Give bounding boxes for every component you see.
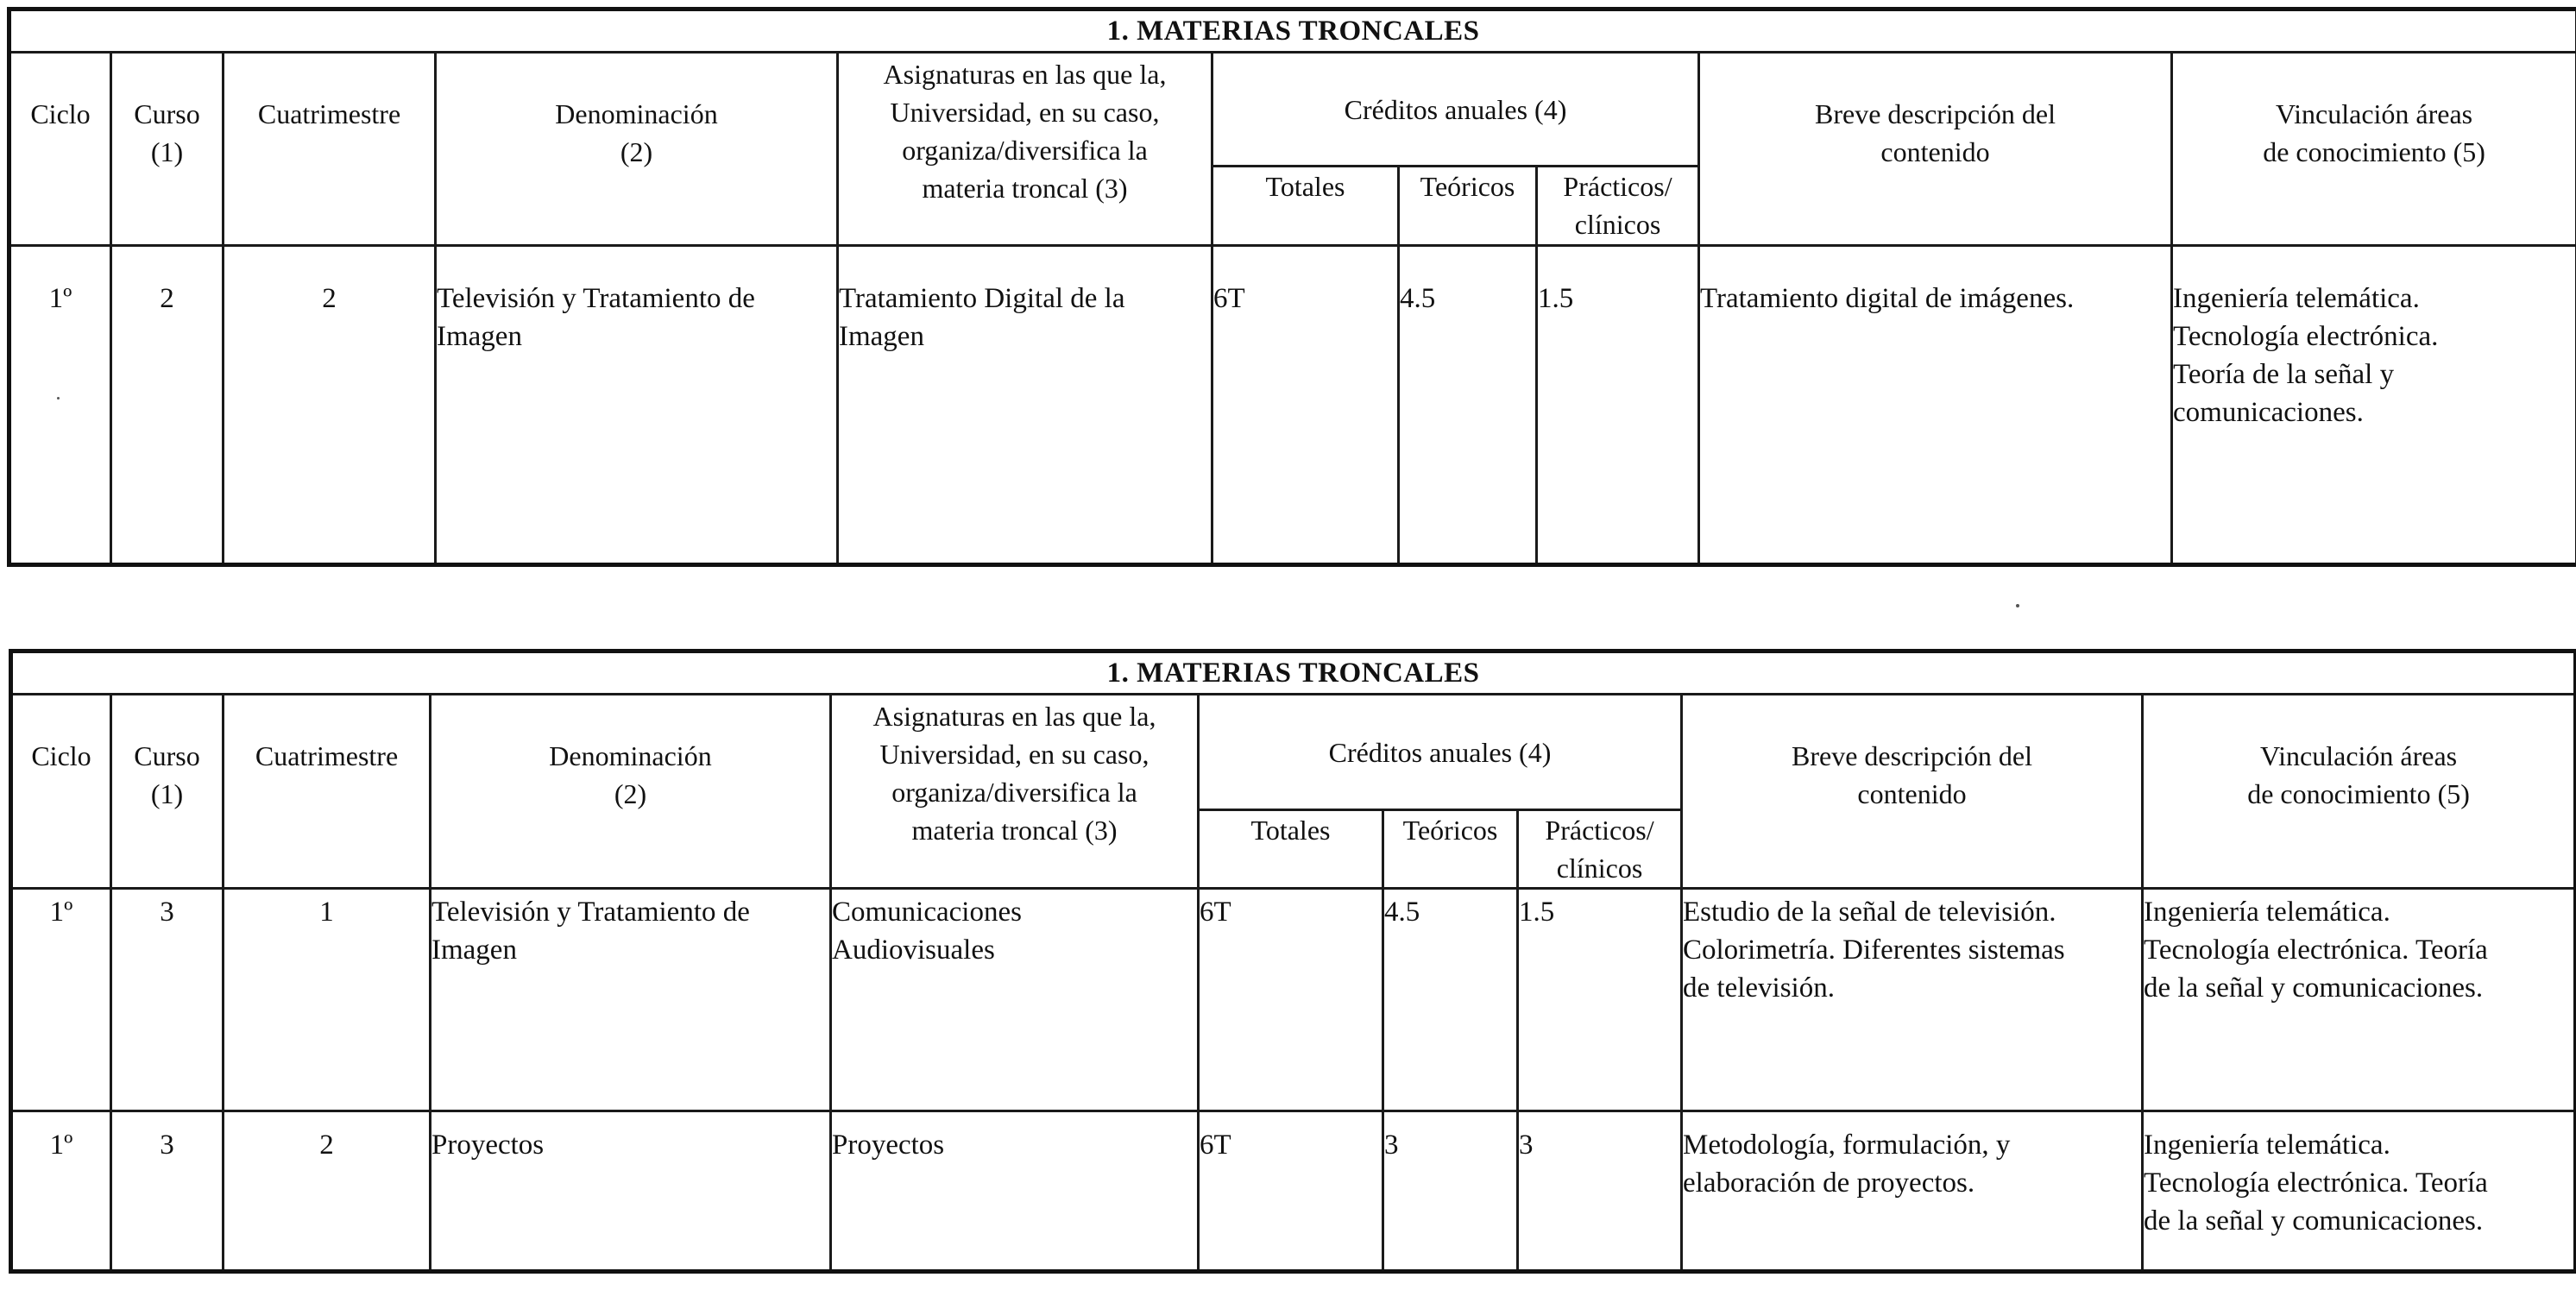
header-curso: Curso (1) [111, 53, 224, 246]
cell-vinculacion: Ingeniería telemática. Tecnología electrónica. Teoría de la señal y comunicaciones. [2143, 889, 2576, 1111]
header-teoricos: Teóricos [1399, 167, 1537, 246]
table-title: 1. MATERIAS TRONCALES [11, 651, 2576, 695]
cell-teoricos: 4.5 [1383, 889, 1518, 1111]
cell-practicos: 3 [1518, 1111, 1682, 1272]
header-ciclo: Ciclo [9, 53, 111, 246]
cell-totales: 6T [1199, 1111, 1383, 1272]
header-asignaturas: Asignaturas en las que la, Universidad, en su caso, organiza/diversifica la materia troncal (3) [831, 695, 1199, 889]
header-teoricos: Teóricos [1383, 810, 1518, 889]
cell-practicos: 1.5 [1537, 246, 1699, 565]
scan-speck [2016, 604, 2019, 607]
materias-troncales-table-2 [9, 649, 2576, 1274]
cell-descripcion: Tratamiento digital de imágenes. [1699, 246, 2172, 565]
cell-asignaturas: Proyectos [831, 1111, 1199, 1272]
cell-totales: 6T [1212, 246, 1399, 565]
cell-curso: 3 [111, 1111, 224, 1272]
header-practicos: Prácticos/ clínicos [1537, 167, 1699, 246]
header-asignaturas: Asignaturas en las que la, Universidad, en su caso, organiza/diversifica la materia troncal (3) [838, 53, 1212, 246]
cell-cuatrimestre: 1 [224, 889, 431, 1111]
cell-totales: 6T [1199, 889, 1383, 1111]
table-row [9, 246, 2576, 565]
cell-descripcion: Estudio de la señal de televisión. Colorimetría. Diferentes sistemas de televisión. [1682, 889, 2143, 1111]
header-totales: Totales [1212, 167, 1399, 246]
cell-asignaturas: Comunicaciones Audiovisuales [831, 889, 1199, 1111]
header-descripcion: Breve descripción del contenido [1682, 695, 2143, 889]
header-practicos: Prácticos/ clínicos [1518, 810, 1682, 889]
cell-curso: 3 [111, 889, 224, 1111]
materias-troncales-table-1 [7, 7, 2576, 567]
cell-teoricos: 4.5 [1399, 246, 1537, 565]
header-creditos-anuales: Créditos anuales (4) [1199, 695, 1682, 810]
header-cuatrimestre: Cuatrimestre [224, 695, 431, 889]
cell-denominacion: Televisión y Tratamiento de Imagen [431, 889, 831, 1111]
header-totales: Totales [1199, 810, 1383, 889]
cell-asignaturas: Tratamiento Digital de la Imagen [838, 246, 1212, 565]
table-row [11, 889, 2576, 1111]
header-denominacion: Denominación (2) [436, 53, 838, 246]
cell-vinculacion: Ingeniería telemática. Tecnología electrónica. Teoría de la señal y comunicaciones. [2172, 246, 2576, 565]
cell-descripcion: Metodología, formulación, y elaboración de proyectos. [1682, 1111, 2143, 1272]
cell-vinculacion: Ingeniería telemática. Tecnología electrónica. Teoría de la señal y comunicaciones. [2143, 1111, 2576, 1272]
header-ciclo: Ciclo [11, 695, 111, 889]
header-descripcion: Breve descripción del contenido [1699, 53, 2172, 246]
cell-practicos: 1.5 [1518, 889, 1682, 1111]
cell-curso: 2 [111, 246, 224, 565]
header-curso: Curso (1) [111, 695, 224, 889]
cell-teoricos: 3 [1383, 1111, 1518, 1272]
table-title: 1. MATERIAS TRONCALES [9, 9, 2576, 53]
cell-ciclo: 1º [11, 1111, 111, 1272]
cell-cuatrimestre: 2 [224, 246, 436, 565]
header-vinculacion: Vinculación áreas de conocimiento (5) [2172, 53, 2576, 246]
header-denominacion: Denominación (2) [431, 695, 831, 889]
table-row [11, 1111, 2576, 1272]
cell-denominacion: Televisión y Tratamiento de Imagen [436, 246, 838, 565]
cell-denominacion: Proyectos [431, 1111, 831, 1272]
scan-speck [57, 397, 60, 400]
header-creditos-anuales: Créditos anuales (4) [1212, 53, 1699, 167]
header-vinculacion: Vinculación áreas de conocimiento (5) [2143, 695, 2576, 889]
cell-ciclo: 1º [11, 889, 111, 1111]
header-cuatrimestre: Cuatrimestre [224, 53, 436, 246]
cell-ciclo: 1º [9, 246, 111, 565]
cell-cuatrimestre: 2 [224, 1111, 431, 1272]
